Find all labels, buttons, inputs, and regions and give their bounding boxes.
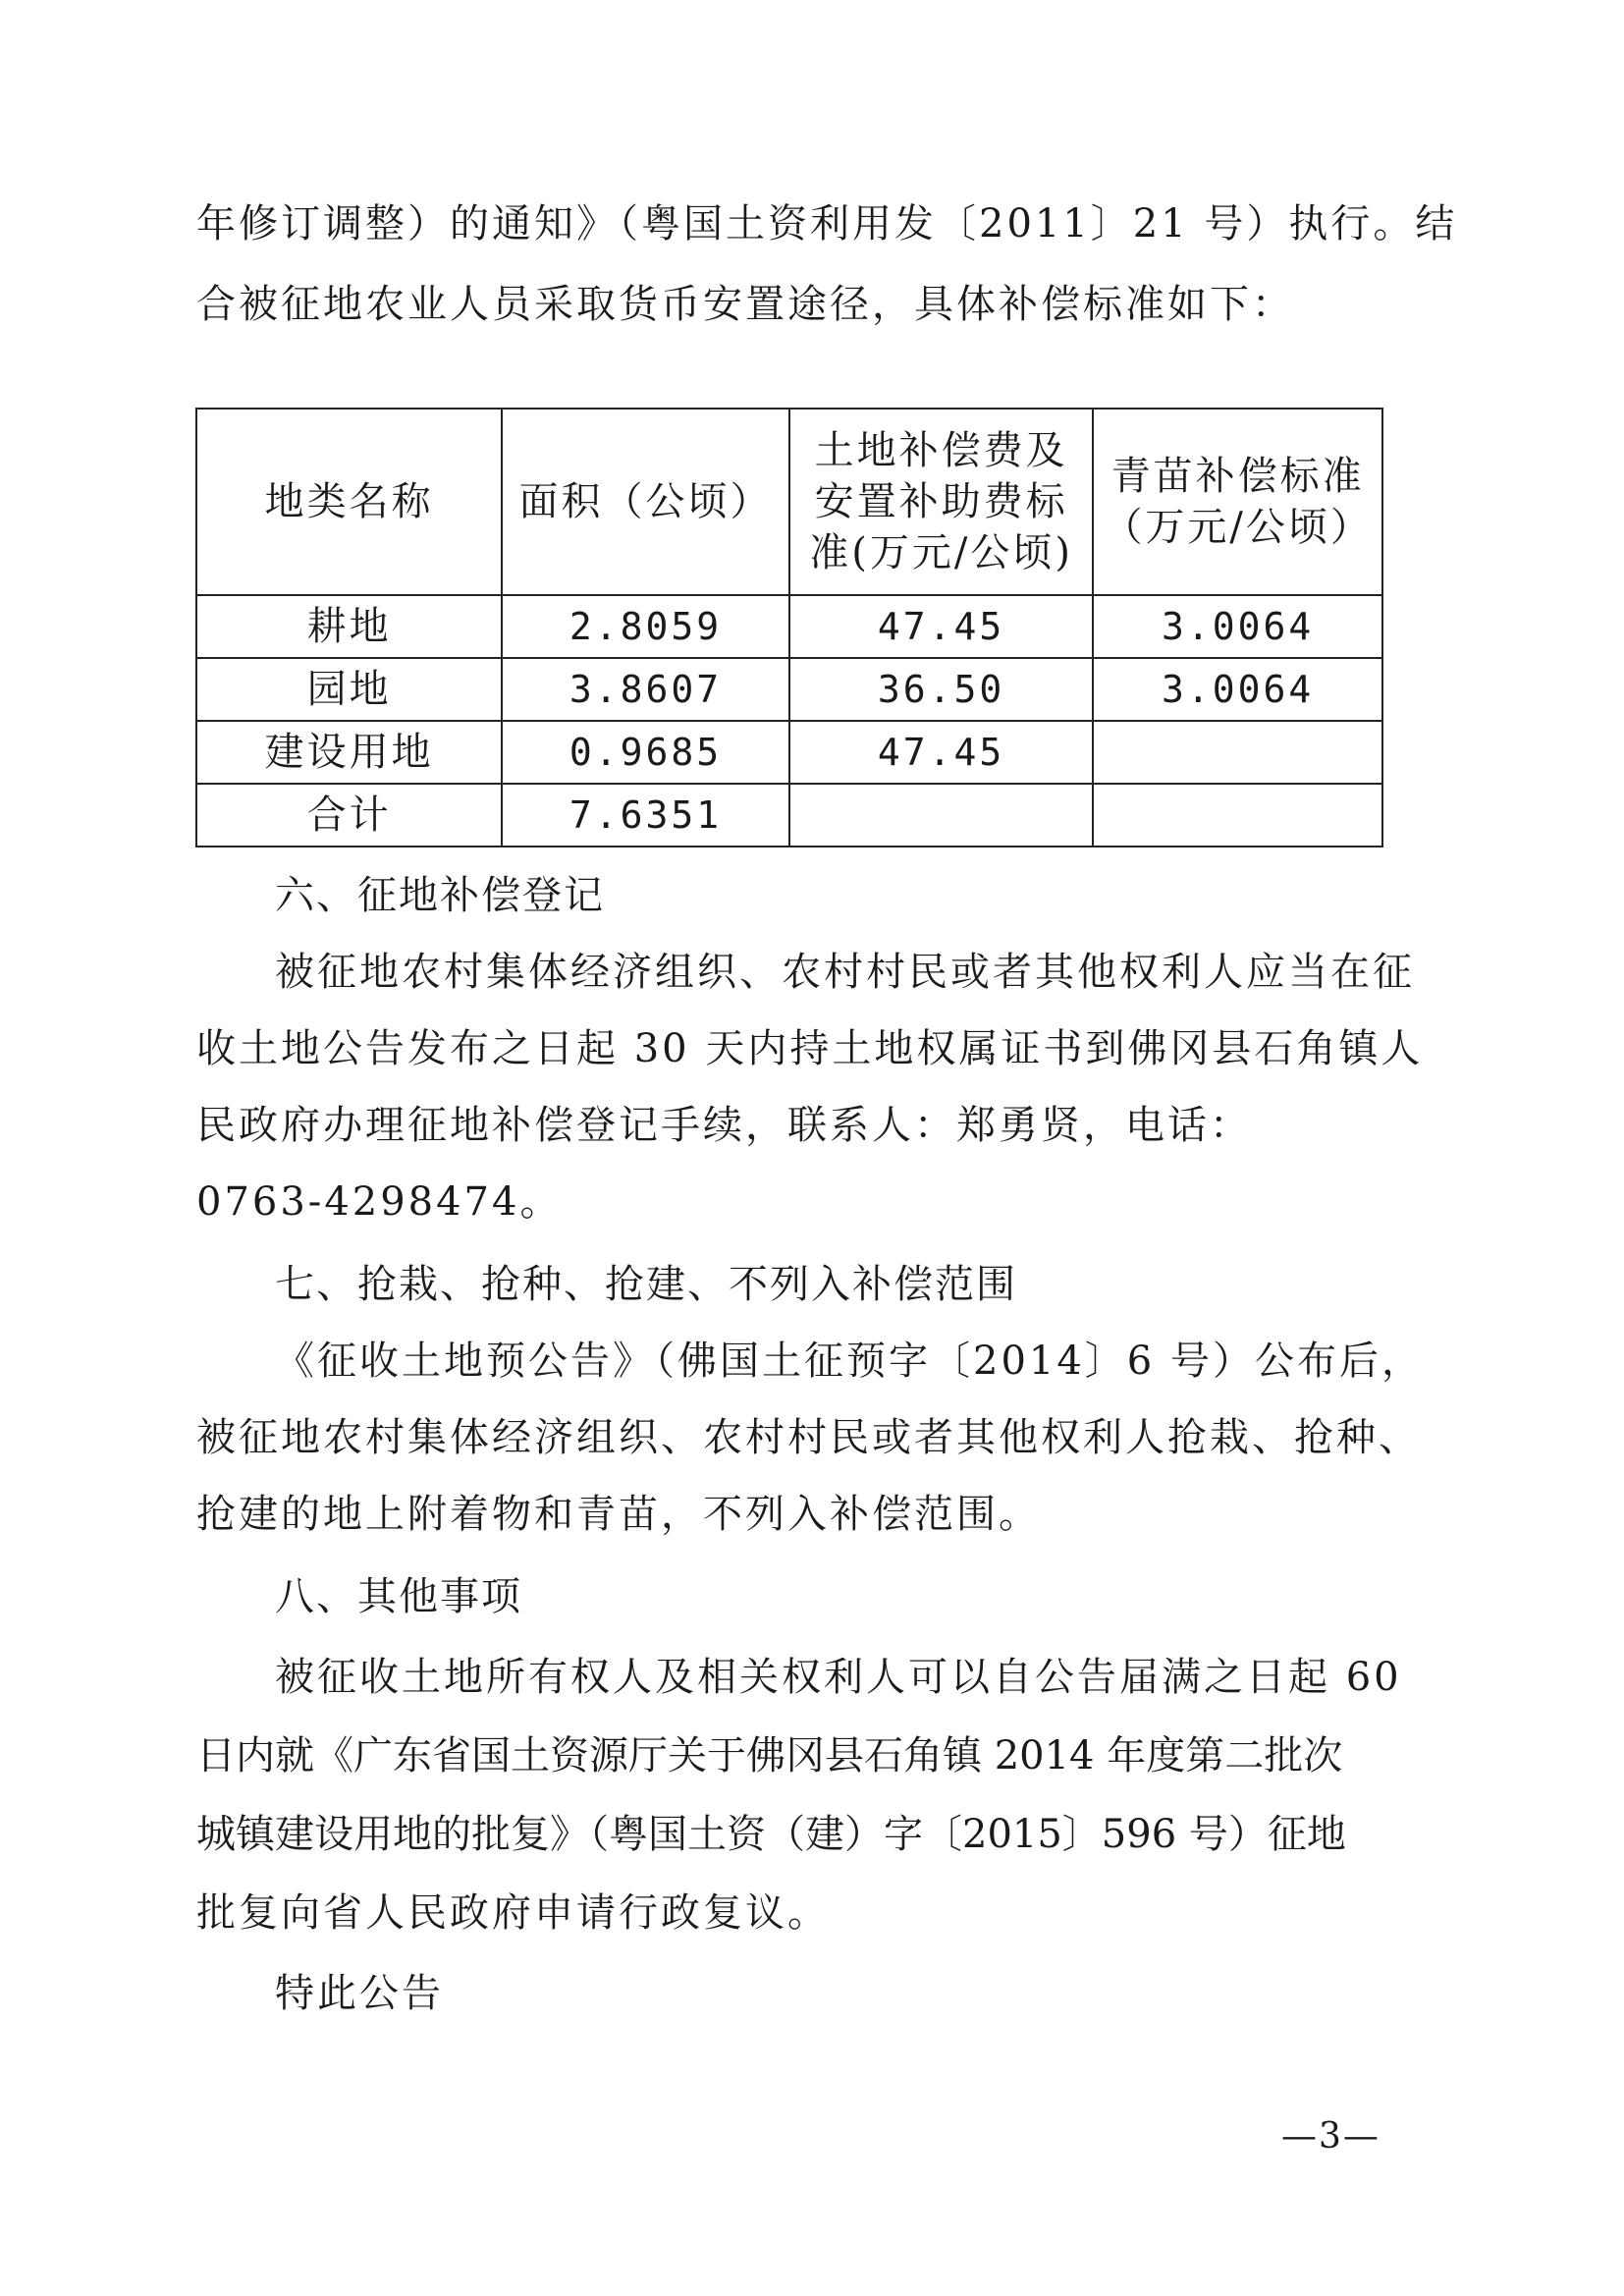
header-crop-fee-line-2: （万元/公顷） bbox=[1103, 505, 1373, 550]
cell-land-type: 合计 bbox=[196, 784, 502, 847]
table-row bbox=[196, 595, 1382, 658]
section-6-line-2 bbox=[196, 1021, 1424, 1076]
compensation-table bbox=[195, 408, 1383, 847]
section-6-line-3: 民政府办理征地补偿登记手续，联系人：郑勇贤，电话： bbox=[196, 1103, 1252, 1148]
cell-area: 7.6351 bbox=[502, 784, 789, 847]
header-land-fee-line-1: 土地补偿费及 bbox=[814, 428, 1068, 473]
cell-land-fee: 47.45 bbox=[789, 721, 1094, 784]
cell-area: 3.8607 bbox=[502, 658, 789, 721]
header-land-fee-line-3: 准(万元/公顷) bbox=[809, 530, 1073, 575]
intro-line-1 bbox=[196, 196, 1458, 251]
cell-area: 2.8059 bbox=[502, 595, 789, 658]
table-row bbox=[196, 784, 1382, 847]
header-land-fee bbox=[789, 409, 1094, 595]
cell-area: 0.9685 bbox=[502, 721, 789, 784]
cell-land-fee: 47.45 bbox=[789, 595, 1094, 658]
header-land-type: 地类名称 bbox=[196, 409, 502, 595]
section-7-line-3: 抢建的地上附着物和青苗，不列入补偿范围。 bbox=[196, 1492, 1041, 1537]
cell-crop-fee bbox=[1093, 784, 1382, 847]
table-row bbox=[196, 721, 1382, 784]
section-8-line-4: 批复向省人民政府申请行政复议。 bbox=[196, 1890, 830, 1936]
header-crop-fee-line-1: 青苗补偿标准 bbox=[1110, 454, 1365, 499]
cell-land-type: 耕地 bbox=[196, 595, 502, 658]
closing-text: 特此公告 bbox=[275, 1971, 444, 2016]
page-number: —3— bbox=[1281, 2116, 1380, 2157]
cell-land-type: 园地 bbox=[196, 658, 502, 721]
section-8-line-1: 被征收土地所有权人及相关权利人可以自公告届满之日起 60 bbox=[275, 1655, 1402, 1700]
section-6-line-1 bbox=[275, 945, 1416, 1000]
section-6-title: 六、征地补偿登记 bbox=[275, 873, 605, 918]
section-8-line-2: 日内就《广东省国土资源厅关于佛冈县石角镇 2014 年度第二批次 bbox=[196, 1733, 1343, 1778]
section-8-line-3: 城镇建设用地的批复》（粤国土资（建）字〔2015〕596 号）征地 bbox=[196, 1812, 1346, 1857]
cell-land-fee: 36.50 bbox=[789, 658, 1094, 721]
table-row bbox=[196, 658, 1382, 721]
section-6-line-2-text: 收土地公告发布之日起 30 天内持土地权属证书到佛冈县石角镇人 bbox=[196, 1026, 1424, 1071]
header-land-fee-line-2: 安置补助费标 bbox=[814, 479, 1068, 524]
intro-line-2: 合被征地农业人员采取货币安置途径，具体补偿标准如下： bbox=[196, 282, 1294, 327]
section-6-line-4: 0763-4298474。 bbox=[196, 1179, 563, 1225]
section-7-title: 七、抢栽、抢种、抢建、不列入补偿范围 bbox=[275, 1262, 1017, 1307]
header-crop-fee bbox=[1093, 409, 1382, 595]
cell-crop-fee: 3.0064 bbox=[1093, 595, 1382, 658]
section-7-line-2: 被征地农村集体经济组织、农村村民或者其他权利人抢栽、抢种、 bbox=[196, 1415, 1421, 1460]
table-header-row bbox=[196, 409, 1382, 595]
cell-land-type: 建设用地 bbox=[196, 721, 502, 784]
cell-crop-fee bbox=[1093, 721, 1382, 784]
cell-land-fee bbox=[789, 784, 1094, 847]
section-8-title: 八、其他事项 bbox=[275, 1574, 522, 1619]
section-7-line-1: 《征收土地预公告》（佛国土征预字〔2014〕6 号）公布后， bbox=[275, 1339, 1424, 1384]
section-6-line-1-text: 被征地农村集体经济组织、农村村民或者其他权利人应当在征 bbox=[275, 950, 1415, 995]
header-area: 面积（公顷） bbox=[502, 409, 789, 595]
intro-line-1-text: 年修订调整）的通知》（粤国土资利用发〔2011〕21 号）执行。结 bbox=[196, 201, 1458, 246]
cell-crop-fee: 3.0064 bbox=[1093, 658, 1382, 721]
